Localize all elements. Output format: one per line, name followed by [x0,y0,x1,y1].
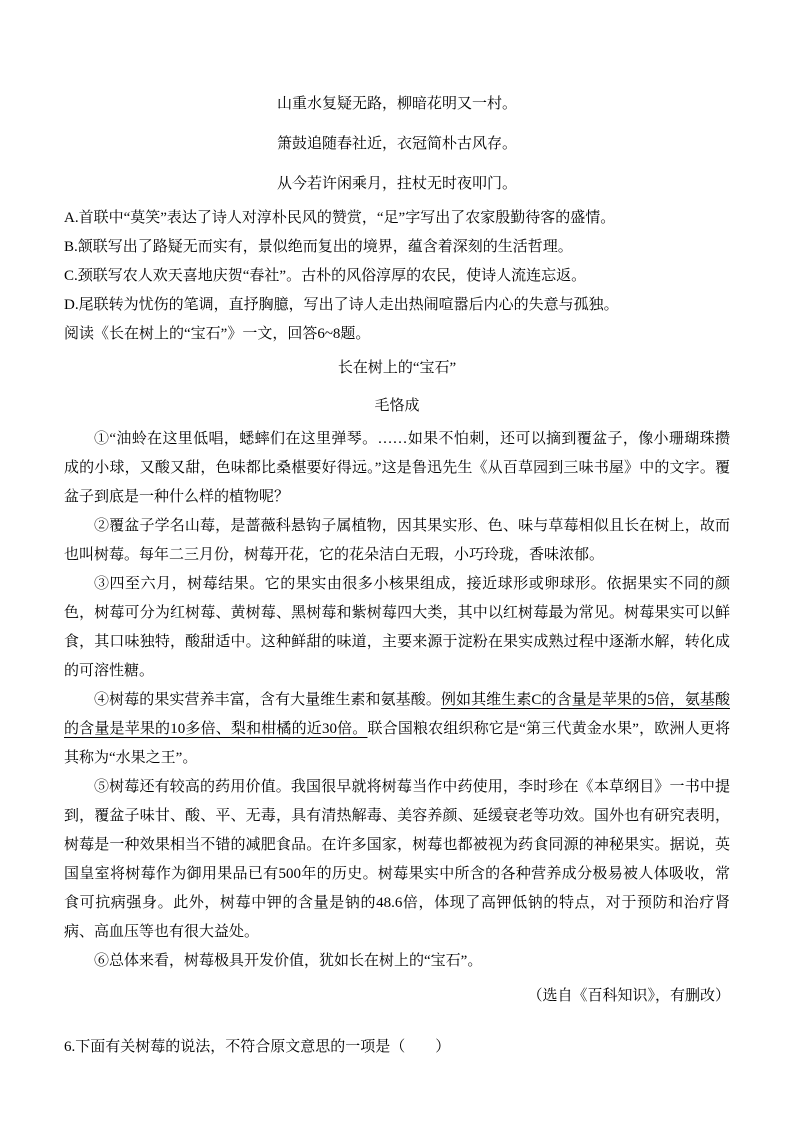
choice-options-block [64,204,730,320]
article-title: 长在树上的“宝石” [337,360,457,376]
paragraph-4-lead: ④树莓的果实营养丰富，含有大量维生素和氨基酸。 [94,692,441,708]
paragraph-6: ⑥总体来看，树莓极具开发价值，犹如长在树上的“宝石”。 [94,953,483,969]
poem-line-1: 山重水复疑无路，柳暗花明又一村。 [276,96,517,112]
poem-block [64,84,730,204]
article-author: 毛恪成 [374,398,420,414]
paragraph-4-underlined-sentence: 例如其维生素C的含量是苹果的5倍，氨基酸的含量是苹果的10多倍、梨和柑橘的近30倍。 [64,692,730,737]
poem-line-2: 箫鼓追随春社近，衣冠简朴古风存。 [276,136,517,152]
paragraph-2: ②覆盆子学名山莓，是蔷薇科悬钩子属植物，因其果实形、色、味与草莓相似且长在树上，故而也叫树莓。每年二三月份，树莓开花，它的花朵洁白无瑕，小巧玲珑，香味浓郁。 [64,518,730,563]
option-d: D.尾联转为忧伤的笔调，直抒胸臆，写出了诗人走出热闹喧嚣后内心的失意与孤独。 [64,297,619,313]
reading-prompt: 阅读《长在树上的“宝石”》一文，回答6~8题。 [64,326,371,342]
paragraph-5: ⑤树莓还有较高的药用价值。我国很早就将树莓当作中药使用，李时珍在《本草纲目》一书中提到，覆盆子味甘、酸、平、无毒，具有清热解毒、美容养颜、延缓衰老等功效。国外也有研究表明，树莓是一种效果相当不错的减肥食品。在许多国家，树莓也都被视为药食同源的神秘果实。据说，英国皇室将树莓作为御用果品已有500年的历史。树莓果实中所含的各种营养成分极易被人体吸收，常食可抗病强身。此外，树莓中钾的含量是钠的48.6倍，体现了高钾低钠的特点，对于预防和治疗肾病、高血压等也有很大益处。 [64,779,730,940]
paragraph-3: ③四至六月，树莓结果。它的果实由很多小核果组成，接近球形或卵球形。依据果实不同的颜色，树莓可分为红树莓、黄树莓、黑树莓和紫树莓四大类，其中以红树莓最为常见。树莓果实可以鲜食，其口味独特，酸甜适中。这种鲜甜的味道，主要来源于淀粉在果实成熟过程中逐渐水解，转化成的可溶性糖。 [64,576,730,679]
article-body [64,425,730,976]
option-a: A.首联中“莫笑”表达了诗人对淳朴民风的赞赏，“足”字写出了农家殷勤待客的盛情。 [64,210,616,226]
option-c: C.颈联写农人欢天喜地庆贺“春社”。古朴的风俗淳厚的农民，使诗人流连忘返。 [64,268,587,284]
paragraph-4-tail: 联合国粮农组织称它是“第三代黄金水果”，欧洲人更将其称为“水果之王”。 [64,721,730,766]
paragraph-1: ①“油蛉在这里低唱，蟋蟀们在这里弹琴。……如果不怕刺，还可以摘到覆盆子，像小珊瑚珠攒成的小球，又酸又甜，色味都比桑椹要好得远。”这是鲁迅先生《从百草园到三味书屋》中的文字。覆盆子到底是一种什么样的植物呢？ [64,431,730,505]
question-6: 6.下面有关树莓的说法，不符合原文意思的一项是（ ） [64,1039,451,1055]
paragraph-4 [64,686,730,773]
source-attribution: （选自《百科知识》，有删改） [527,988,730,1004]
option-b: B.颔联写出了路疑无而实有，景似绝而复出的境界，蕴含着深刻的生活哲理。 [64,239,573,255]
poem-line-3: 从今若许闲乘月，拄杖无时夜叩门。 [276,176,517,192]
